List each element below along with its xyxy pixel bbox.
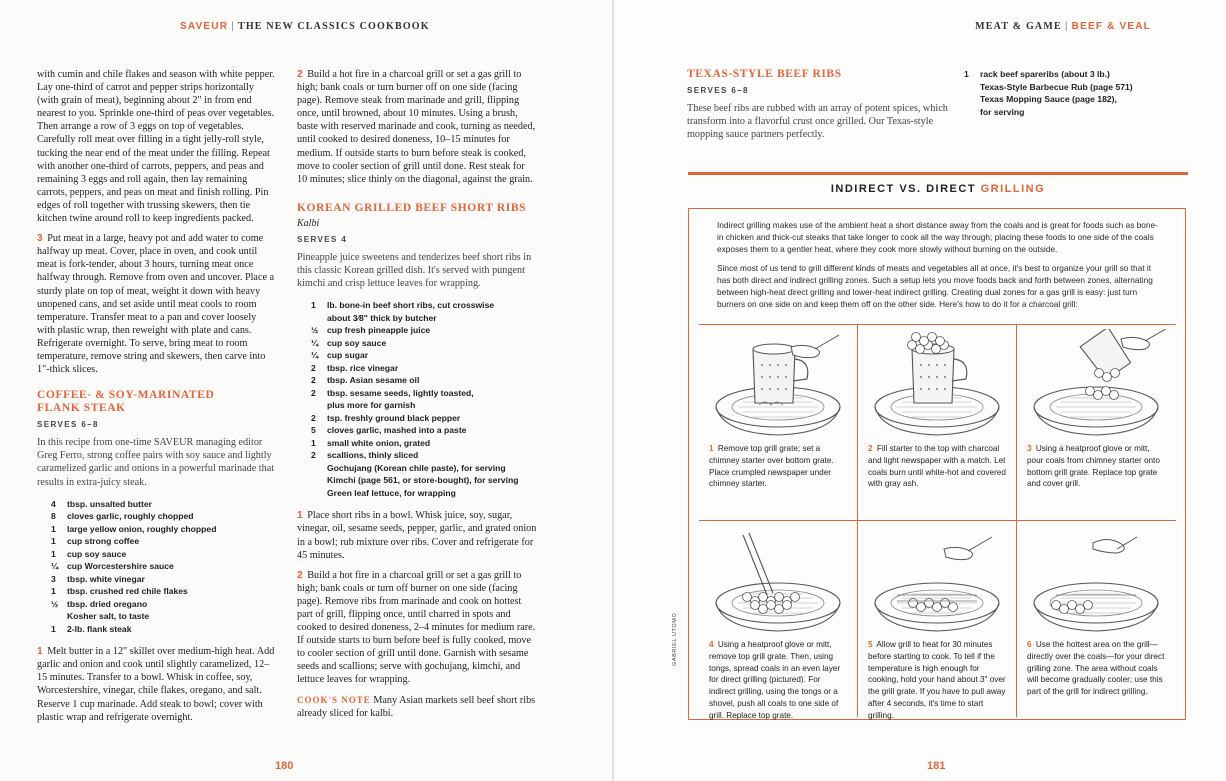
left-column-1	[37, 68, 275, 731]
ingredient-item	[311, 387, 537, 412]
sidebar-paragraph-2: Since most of us tend to grill different kinds of meats and vegetables all at once, it's best to organize your grill so that it has both direct and indirect grilling zones. Such a setup lets you move foods back and forth between zones, alternating between high-heat direct grilling and lower-heat indirect grilling. Creating dual zones for a gas grill is easy: just turn burners on one side on and keep them off on the other side. Here's how to do it for a charcoal grill:	[717, 262, 1153, 310]
ingredient-text: Gochujang (Korean chile paste), for serving	[327, 462, 506, 473]
ingredient-item	[51, 498, 275, 511]
running-head-separator: |	[231, 21, 235, 32]
ingredient-text: cloves garlic, roughly chopped	[67, 511, 194, 522]
step-number: 3	[1027, 444, 1032, 453]
ingredient-quantity	[51, 610, 67, 623]
ingredient-quantity: 5	[311, 425, 316, 436]
grill-illustration-icon	[1021, 525, 1171, 635]
ingredient-item	[311, 487, 537, 500]
ingredient-text: 2-lb. flank steak	[67, 623, 132, 634]
step-text: Use the hottest area on the grill—directly over the coals—for your direct grilling zone. The area without coals will become gradually cooler; use this part of the grill for indirect grilling.	[1027, 640, 1165, 697]
ingredient-quantity: 1	[51, 536, 56, 547]
sidebar-paragraph-1: Indirect grilling makes use of the ambient heat a short distance away from the coals and is great for foods such as bone-in chicken and thick-cut steaks that take longer to cook all the way through; placing these foods to one side of the coals exposes them to a gentler heat, where they cook more slowly without burning on the outside.	[717, 220, 1158, 255]
ingredient-item	[51, 560, 275, 573]
serves-korean: SERVES 4	[297, 234, 348, 244]
photo-credit: GABRIEL UTOMO	[672, 612, 678, 666]
ingredient-quantity: 1	[51, 548, 56, 559]
grilling-step-4	[699, 521, 858, 720]
ingredient-item	[311, 349, 537, 362]
ingredient-text: tbsp. sesame seeds, lightly toasted, plus more for garnish	[327, 387, 474, 411]
ingredient-item	[964, 68, 1164, 118]
step-caption	[1027, 639, 1167, 698]
recipe-title-texas-ribs: TEXAS-STYLE BEEF RIBS	[687, 68, 842, 80]
ingredient-text: cup soy sauce	[327, 337, 387, 348]
ingredient-text: cup fresh pineapple juice	[327, 325, 431, 336]
ingredient-text: small white onion, grated	[327, 437, 431, 448]
ingredient-quantity: 1	[311, 437, 316, 448]
ingredient-text: Green leaf lettuce, for wrapping	[327, 487, 456, 498]
grill-illustration-icon	[703, 329, 853, 439]
recipe-title-flank-steak: COFFEE- & SOY-MARINATED FLANK STEAK	[37, 389, 215, 415]
ingredient-item	[311, 449, 537, 462]
ingredient-quantity: 2	[311, 362, 316, 373]
grill-illustration-icon	[862, 525, 1012, 635]
ingredient-quantity: 1	[51, 586, 56, 597]
ingredient-text: tbsp. white vinegar	[67, 573, 145, 584]
recipe-intro-flank: In this recipe from one-time SAVEUR managing editor Greg Ferro, strong coffee pairs with soy sauce and lightly caramelized garlic and onions in a powerful marinade that results in extra-juicy steak.	[37, 437, 275, 488]
sidebar-intro	[717, 219, 1162, 316]
ingredient-item	[311, 462, 537, 475]
ingredient-item	[311, 437, 537, 450]
ingredient-list-flank	[51, 498, 275, 636]
ingredient-quantity: 2	[311, 412, 316, 423]
flank-step-1: 1 Melt butter in a 12" skillet over medium-high heat. Add garlic and onion and cook until slightly caramelized, 12–15 minutes. Transfer to a bowl. Whisk in coffee, soy, Worcestershire, vinegar, chile flakes, oregano, and salt. Reserve 1 cup marinade. Add steak to bowl; cover with plastic wrap and refrigerate overnight.	[37, 646, 275, 723]
page-number-left: 180	[275, 760, 294, 772]
ingredient-item	[311, 474, 537, 487]
step-number: 2	[868, 444, 873, 453]
ingredient-item	[51, 585, 275, 598]
ingredient-quantity: ¼	[51, 561, 59, 572]
ingredient-quantity: 1	[51, 523, 56, 534]
recipe-title-korean-ribs: KOREAN GRILLED BEEF SHORT RIBS	[297, 201, 527, 214]
step-text: Allow grill to heat for 30 minutes before starting to cook. To tell if the temperature is high enough for cooking, hold your hand about 3" over the grill grate. If you have to pull away after 4 seconds, it's time to start grilling.	[868, 640, 1006, 720]
grilling-sidebar	[688, 208, 1186, 720]
step-number: 5	[868, 640, 873, 649]
ingredient-quantity: 3	[51, 573, 56, 584]
step-text: Remove top grill grate; set a chimney starter over bottom grate. Place crumpled newspaper under chimney starter.	[709, 444, 834, 489]
ingredient-quantity: ½	[311, 325, 319, 336]
ingredient-item	[51, 598, 275, 611]
ingredient-text: tsp. freshly ground black pepper	[327, 412, 461, 423]
ingredient-item	[51, 610, 275, 623]
ingredient-quantity: 2	[311, 450, 316, 461]
subsection-name: BEEF & VEAL	[1071, 21, 1151, 32]
brand-name: SAVEUR	[180, 21, 229, 32]
ingredient-quantity: ½	[51, 598, 59, 609]
ingredient-quantity: ¼	[311, 350, 319, 361]
ingredient-list-texas	[964, 68, 1164, 118]
ingredient-text: lb. bone-in beef short ribs, cut crosswise about 3⁄8" thick by butcher	[327, 300, 495, 323]
ingredient-quantity	[311, 462, 327, 475]
ingredient-item	[311, 424, 537, 437]
ingredient-text: rack beef spareribs (about 3 lb.) Texas-Style Barbecue Rub (page 571) Texas Mopping Sauce (page 182), for serving	[980, 69, 1133, 117]
ingredient-item	[311, 412, 537, 425]
step-caption	[709, 639, 849, 722]
step-text: Using a heatproof glove or mitt, pour coals from chimney starter onto bottom grill grate. Replace top grate and cover grill.	[1027, 444, 1160, 489]
ingredient-item	[311, 324, 537, 337]
recipe-intro-texas: These beef ribs are rubbed with an array of potent spices, which transform into a flavorful crust once grilled. Our Texas-style mopping sauce partners perfectly.	[687, 103, 948, 141]
running-head-left	[180, 21, 430, 32]
left-page	[0, 0, 612, 781]
ingredient-quantity: 8	[51, 511, 56, 522]
ingredient-item	[51, 548, 275, 561]
ingredient-text: Kosher salt, to taste	[67, 611, 150, 622]
ingredient-list-korean	[311, 299, 537, 499]
step-caption	[1027, 443, 1167, 490]
left-column-2	[297, 68, 537, 727]
ingredient-quantity: 2	[311, 387, 316, 398]
grilling-step-2	[858, 325, 1017, 521]
recipe-continuation: with cumin and chile flakes and season with white pepper. Lay one-third of carrot and pepper strips horizontally (with grain of meat), beginning about 2" in from end nearest to you. Sprinkle one-third of peas over vegetables. Then arrange a row of 3 eggs on top of vegetables. Carefully roll meat over filling in a tight jelly-roll style, tucking the near end of the meat under the filling. Repeat with another one-third of carrots, peppers, and peas and remaining 3 eggs and roll again, then lay remaining carrots, peppers, and peas on meat and finish rolling. Pin edges of roll together with trussing skewers, then tie kitchen twine around roll to keep ingredients packed.	[37, 69, 275, 225]
ingredient-text: tbsp. unsalted butter	[67, 498, 152, 509]
grilling-steps-grid	[699, 324, 1176, 720]
ingredient-quantity	[311, 487, 327, 500]
recipe-intro-korean: Pineapple juice sweetens and tenderizes beef short ribs in this classic Korean grilled dish. It's served with pungent kimchi and crisp lettuce leaves for wrapping.	[297, 252, 532, 290]
ingredient-item	[51, 623, 275, 636]
ingredient-text: cup strong coffee	[67, 536, 140, 547]
korean-step-2: 2 Build a hot fire in a charcoal grill or set a gas grill to high; bank coals or turn off burner on one side (facing page). Remove ribs from marinade and cook on hottest part of grill, flipping once, until charred in spots and cooked to desired doneness, 2–4 minutes for medium rare. If outside starts to burn before beef is fully cooked, move to cooler section of grill until done. Garnish with sesame seeds and scallions; serve with gochujang, kimchi, and lettuce leaves for wrapping.	[297, 569, 536, 686]
ingredient-item	[51, 523, 275, 536]
ingredient-item	[51, 573, 275, 586]
flank-step-2: 2 Build a hot fire in a charcoal grill or set a gas grill to high; bank coals or turn burner off on one side (facing page). Remove steak from marinade and grill, flipping once, until browned, about 10 minutes. Using a brush, baste with reserved marinade and cook, turning as needed, until cooked to desired doneness, 10–15 minutes for medium. If outside starts to burn before steak is cooked, move to cooler section of grill until done. Rest steak for 10 minutes; slice thinly on the diagonal, against the grain.	[297, 69, 536, 185]
serves-texas: SERVES 6–8	[687, 86, 749, 95]
ingredient-item	[51, 535, 275, 548]
sidebar-top-rule	[688, 172, 1188, 175]
ingredient-quantity: 2	[311, 375, 316, 386]
ingredient-text: tbsp. Asian sesame oil	[327, 375, 420, 386]
cooks-note: COOK'S NOTE Many Asian markets sell beef short ribs already sliced for kalbi.	[297, 694, 536, 719]
grilling-step-6	[1017, 521, 1176, 717]
ingredient-item	[311, 362, 537, 375]
ingredient-quantity: ¼	[311, 337, 319, 348]
step-caption	[868, 639, 1008, 722]
section-name: MEAT & GAME	[975, 21, 1062, 32]
ingredient-text: tbsp. crushed red chile flakes	[67, 586, 188, 597]
ingredient-item	[311, 299, 537, 324]
grilling-step-3	[1017, 325, 1176, 521]
ingredient-text: cup soy sauce	[67, 548, 127, 559]
step-number: 1	[709, 444, 714, 453]
ingredient-quantity: 1	[311, 300, 316, 311]
texas-ribs-recipe	[687, 68, 957, 150]
step-text: Fill starter to the top with charcoal and light newspaper with a match. Let coals burn until white-hot and covered with gray ash.	[868, 444, 1006, 489]
ingredient-text: cup sugar	[327, 350, 369, 361]
step-text: Using a heatproof glove or mitt, remove top grill grate. Then, using tongs, spread coals in an even layer for direct grilling (pictured). For indirect grilling, using the tongs or a shovel, push all coals to one side of grill. Replace top grate.	[709, 640, 841, 720]
step-number: 4	[709, 640, 714, 649]
ingredient-text: scallions, thinly sliced	[327, 450, 419, 461]
ingredient-quantity	[311, 474, 327, 487]
sidebar-title: INDIRECT VS. DIRECT GRILLING	[830, 183, 1046, 195]
ingredient-text: cloves garlic, mashed into a paste	[327, 425, 467, 436]
korean-step-1: 1 Place short ribs in a bowl. Whisk juice, soy, sugar, vinegar, oil, sesame seeds, pepper, garlic, and grated onion in a bowl; rub mixture over ribs. Cover and refrigerate for 45 minutes.	[297, 510, 537, 561]
ingredient-item	[311, 374, 537, 387]
ingredient-item	[51, 510, 275, 523]
running-head-separator: |	[1064, 21, 1069, 32]
texas-ingredients-block	[964, 68, 1164, 128]
ingredient-item	[311, 337, 537, 350]
ingredient-text: tbsp. rice vinegar	[327, 362, 399, 373]
grill-illustration-icon	[862, 329, 1012, 439]
step-3: 3 Put meat in a large, heavy pot and add water to come halfway up meat. Cover, place in oven, and cook until meat is fork-tender, about 3 hours, turning meat once halfway through. Remove from oven and uncover. Place a sturdy plate on top of meat, weight it down with heavy unopened cans, and set aside until meat cools to room temperature. Transfer meat to a pan and cover loosely with plastic wrap, then reweight with plate and cans. Refrigerate overnight. To serve, bring meat to room temperature, remove string and skewers, then carve into 1"-thick slices.	[37, 233, 275, 376]
ingredient-text: tbsp. dried oregano	[67, 598, 148, 609]
step-caption	[868, 443, 1008, 490]
right-page	[614, 0, 1226, 781]
serves-flank: SERVES 6–8	[37, 420, 99, 430]
page-number-right: 181	[927, 760, 946, 772]
ingredient-text: cup Worcestershire sauce	[67, 561, 174, 572]
ingredient-text: large yellow onion, roughly chopped	[67, 523, 217, 534]
ingredient-quantity: 1	[964, 69, 969, 79]
step-number: 6	[1027, 640, 1032, 649]
grilling-step-5	[858, 521, 1017, 720]
running-head-right	[975, 21, 1151, 32]
grill-illustration-icon	[1021, 329, 1171, 439]
book-title: THE NEW CLASSICS COOKBOOK	[237, 21, 430, 32]
step-caption	[709, 443, 849, 490]
ingredient-quantity: 1	[51, 623, 56, 634]
grilling-step-1	[699, 325, 858, 521]
ingredient-quantity: 4	[51, 498, 56, 509]
recipe-subtitle-kalbi: Kalbi	[297, 217, 320, 229]
ingredient-text: Kimchi (page 561, or store-bought), for serving	[327, 475, 519, 486]
grill-illustration-icon	[703, 525, 853, 635]
